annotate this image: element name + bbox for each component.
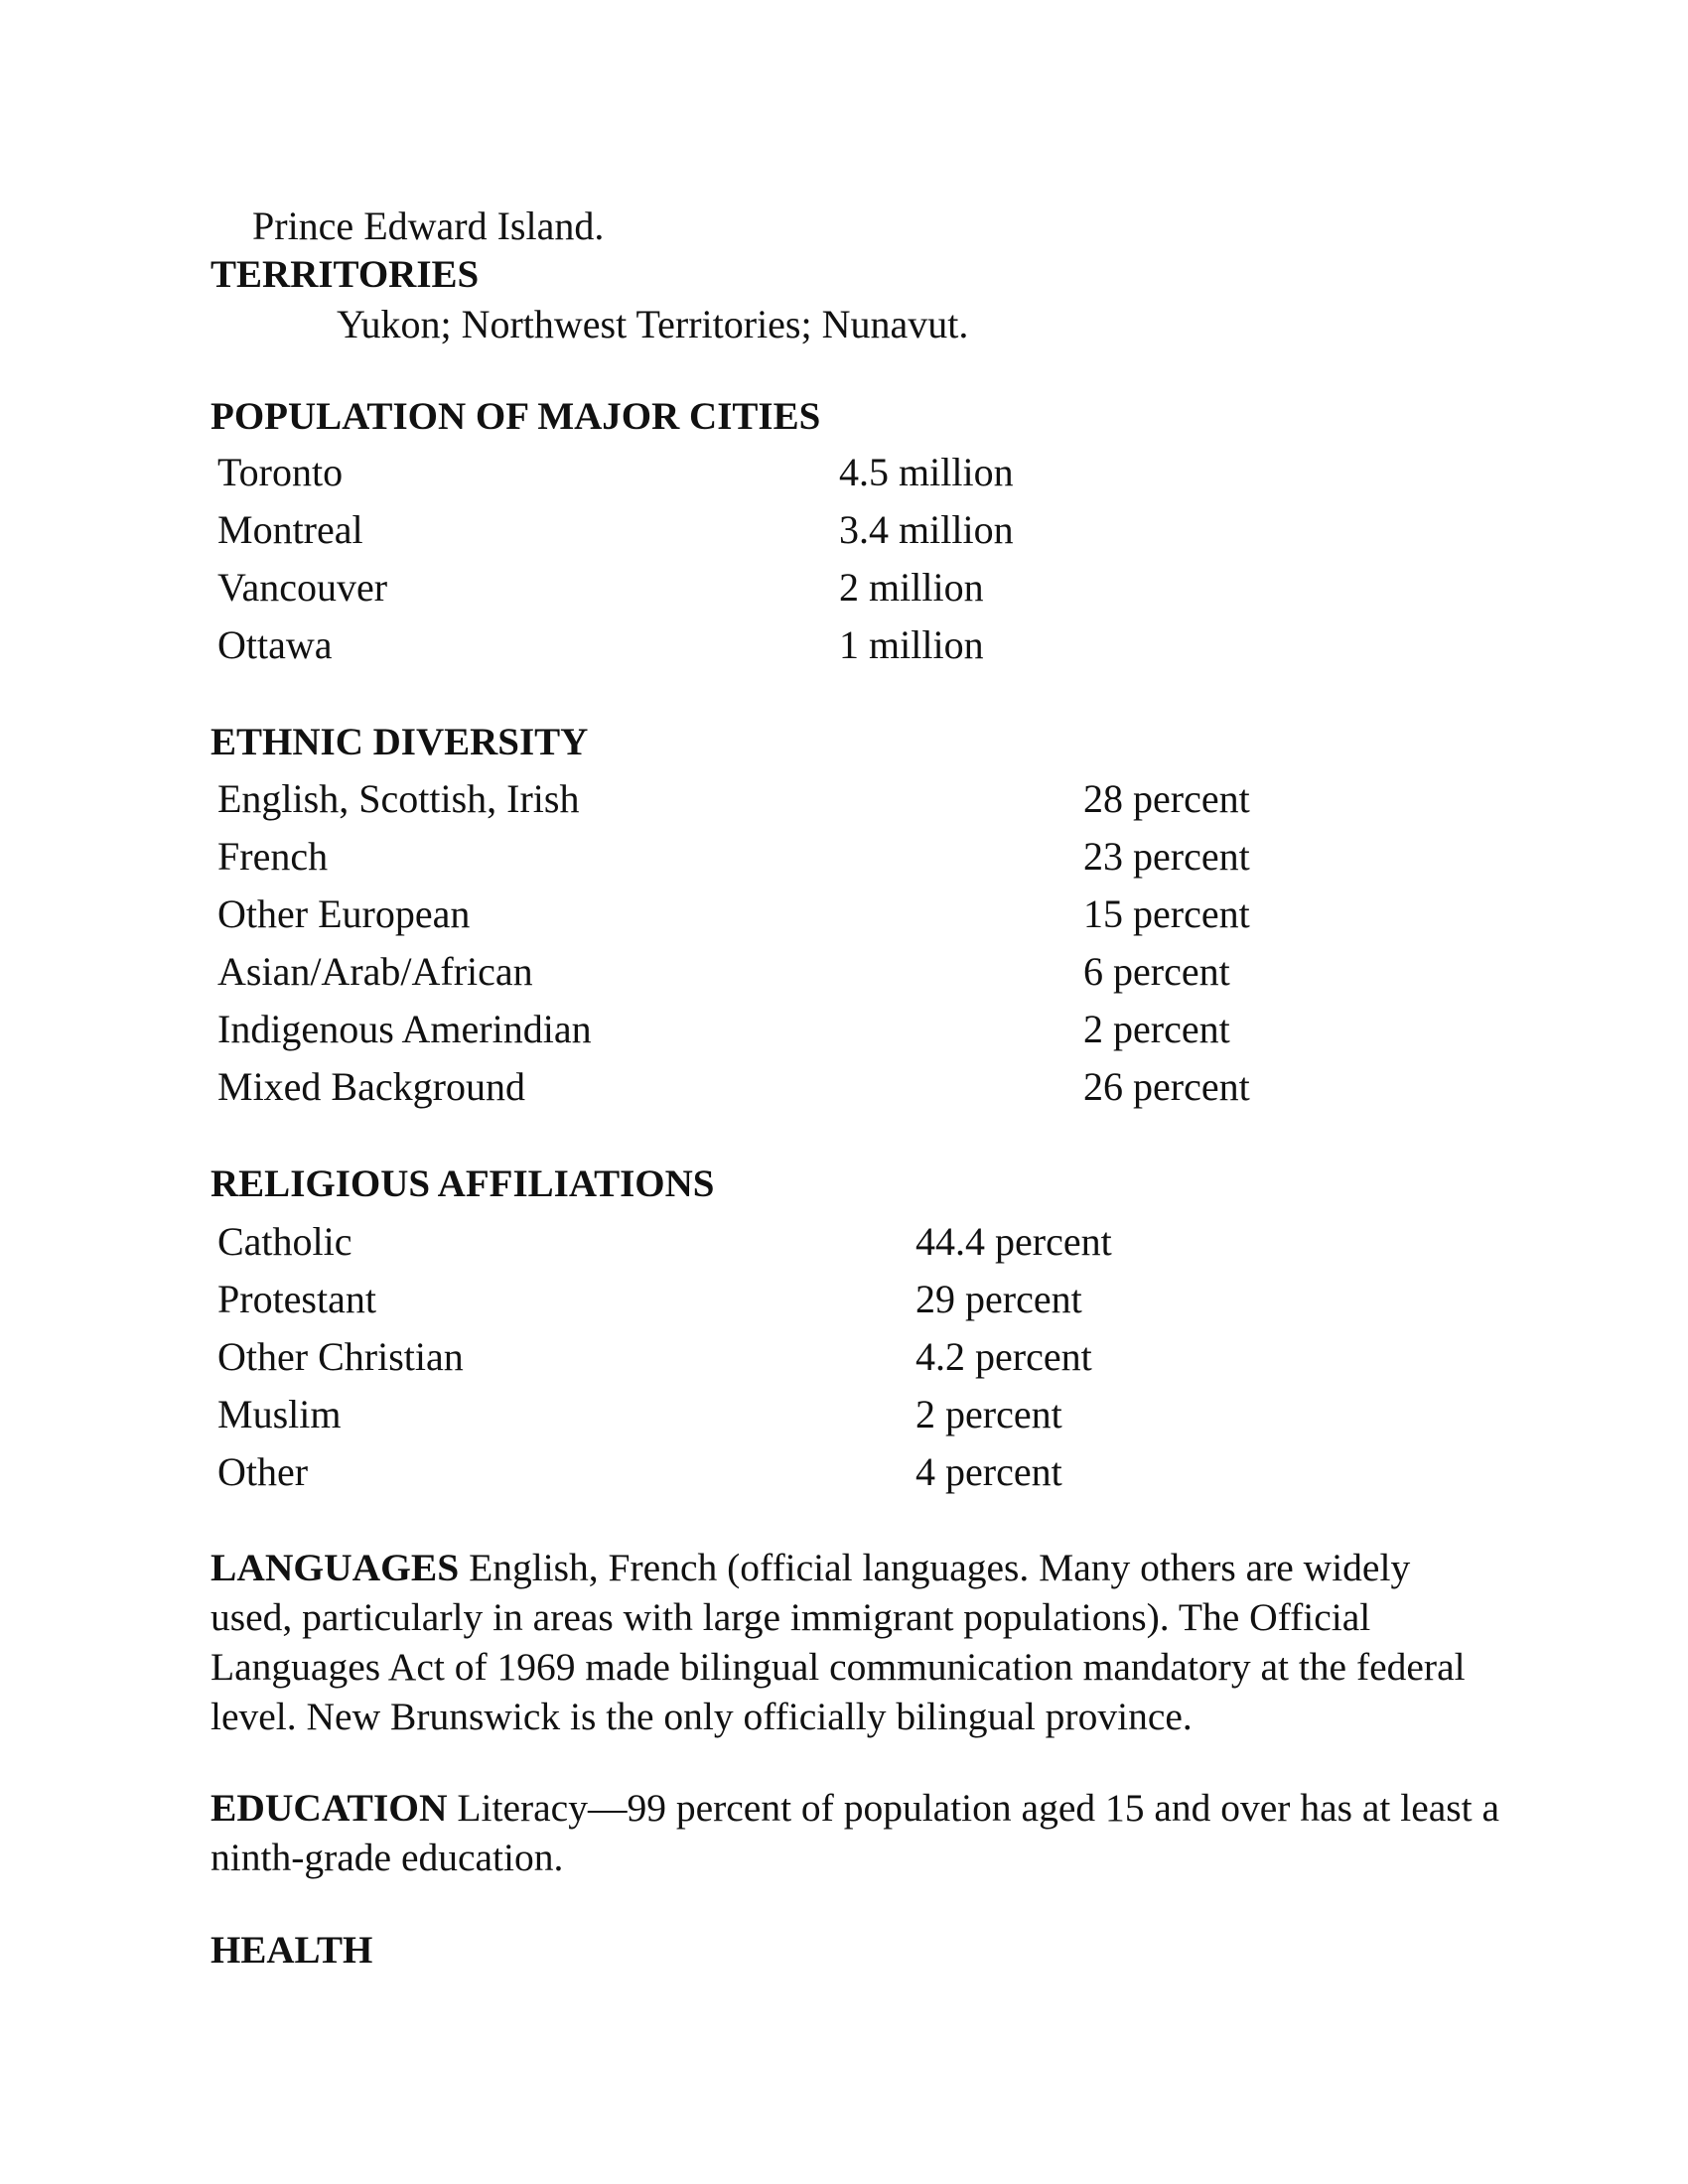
religion-row-value: 4.2 percent xyxy=(915,1334,1092,1379)
cities-row-label: Ottawa xyxy=(217,622,333,667)
cities-row-value: 4.5 million xyxy=(839,450,1014,494)
religion-row-value: 44.4 percent xyxy=(915,1219,1112,1264)
education-heading: EDUCATION xyxy=(211,1786,448,1830)
cities-row-label: Toronto xyxy=(217,450,344,494)
cities-row-value: 1 million xyxy=(839,622,984,667)
religion-row-label: Other Christian xyxy=(217,1334,464,1379)
religion-row-value: 4 percent xyxy=(915,1449,1062,1494)
ethnic-row-value: 6 percent xyxy=(1083,949,1230,994)
languages-text: English, French (official languages. Many others are widely used, particularly in areas with large immigrant populations). The Official Languages Act of 1969 made bilingual communication mandatory at the federal level. New Brunswick is the only officially bilingual province. xyxy=(211,1546,1466,1738)
ethnic-row-label: French xyxy=(217,834,329,879)
ethnic-row-value: 2 percent xyxy=(1083,1007,1230,1051)
cities-row-value: 3.4 million xyxy=(839,507,1014,552)
ethnic-row-value: 23 percent xyxy=(1083,834,1250,879)
ethnic-row-label: Asian/Arab/African xyxy=(217,949,533,994)
education-text: Literacy—99 percent of population aged 15 and over has at least a ninth-grade education. xyxy=(211,1786,1500,1879)
provinces-tail-text: Prince Edward Island. xyxy=(252,204,605,248)
cities-row-value: 2 million xyxy=(839,565,984,610)
religion-row-label: Protestant xyxy=(217,1277,376,1321)
ethnic-heading: ETHNIC DIVERSITY xyxy=(211,721,589,763)
religion-heading: RELIGIOUS AFFILIATIONS xyxy=(211,1162,715,1205)
ethnic-row-label: Other European xyxy=(217,891,471,936)
languages-heading: LANGUAGES xyxy=(211,1546,460,1589)
education-paragraph xyxy=(211,1783,1501,1882)
health-heading: HEALTH xyxy=(211,1929,373,1972)
religion-row-label: Muslim xyxy=(217,1392,342,1436)
languages-paragraph xyxy=(211,1543,1501,1741)
ethnic-row-label: Indigenous Amerindian xyxy=(217,1007,592,1051)
ethnic-row-value: 28 percent xyxy=(1083,776,1250,821)
religion-row-value: 2 percent xyxy=(915,1392,1062,1436)
ethnic-row-value: 26 percent xyxy=(1083,1064,1250,1109)
cities-row-label: Montreal xyxy=(217,507,363,552)
ethnic-row-label: Mixed Background xyxy=(217,1064,525,1109)
ethnic-row-value: 15 percent xyxy=(1083,891,1250,936)
ethnic-row-label: English, Scottish, Irish xyxy=(217,776,580,821)
territories-text: Yukon; Northwest Territories; Nunavut. xyxy=(337,302,969,346)
religion-row-label: Other xyxy=(217,1449,309,1494)
religion-row-value: 29 percent xyxy=(915,1277,1082,1321)
religion-row-label: Catholic xyxy=(217,1219,352,1264)
territories-heading: TERRITORIES xyxy=(211,253,480,296)
cities-heading: POPULATION OF MAJOR CITIES xyxy=(211,395,821,438)
cities-row-label: Vancouver xyxy=(217,565,388,610)
